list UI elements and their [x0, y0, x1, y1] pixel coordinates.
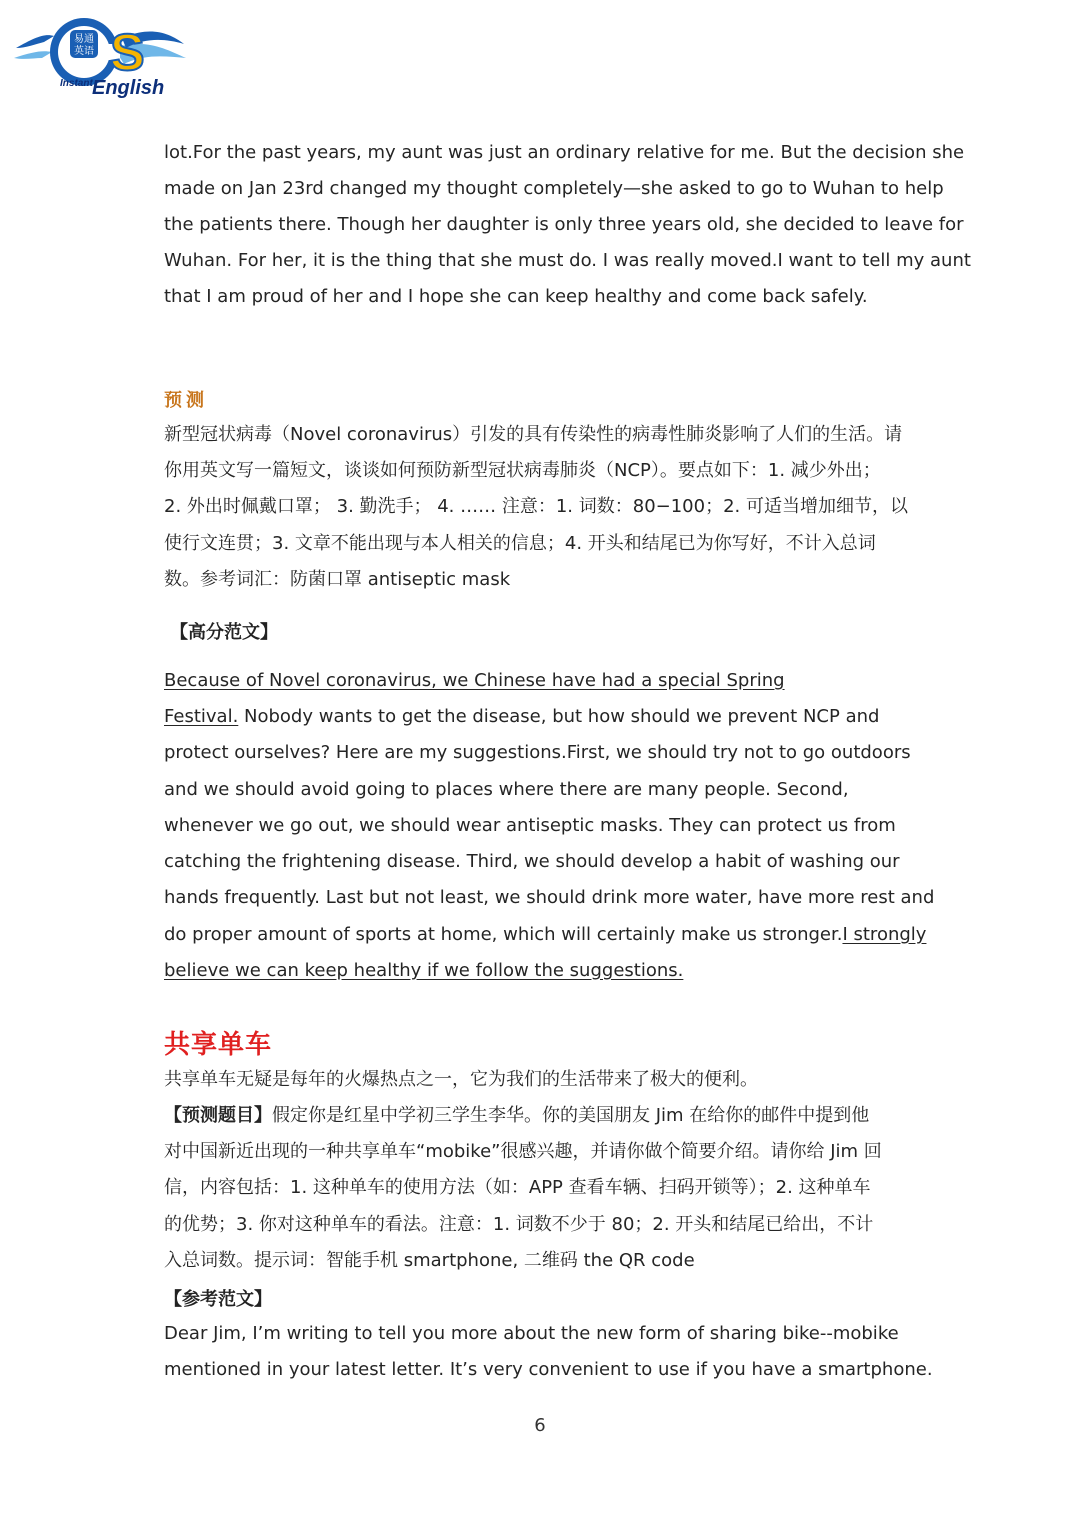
- essay-line: [164, 705, 879, 729]
- section-heading-predict: 预测: [164, 390, 208, 411]
- svg-text:易通: 易通: [74, 34, 94, 45]
- paragraph-line: Wuhan. For her, it is the thing that she must do. I was really moved.I want to tell my aunt: [164, 250, 971, 271]
- topic-line: 的优势；3. 你对这种单车的看法。注意：1. 词数不少于 80；2. 开头和结尾已给出，不计: [164, 1214, 874, 1235]
- essay-opening-underlined: Because of Novel coronavirus, we Chinese have had a special Spring: [164, 670, 785, 691]
- prompt-line: 新型冠状病毒（Novel coronavirus）引发的具有传染性的病毒性肺炎影响了人们的生活。请: [164, 424, 903, 445]
- letter-line: mentioned in your latest letter. It’s very convenient to use if you have a smartphone.: [164, 1359, 933, 1380]
- essay-line: [164, 923, 926, 947]
- prompt-line: 2. 外出时佩戴口罩； 3. 勤洗手； 4. …… 注意：1. 词数：80−100；2. 可适当增加细节，以: [164, 496, 908, 517]
- essay-closing-underlined: I strongly: [842, 924, 927, 945]
- essay-closing-underlined: believe we can keep healthy if we follow the suggestions.: [164, 960, 684, 981]
- essay-line: [164, 669, 785, 693]
- topic-line: 信，内容包括：1. 这种单车的使用方法（如：APP 查看车辆、扫码开锁等）；2. 这种单车: [164, 1177, 871, 1198]
- essay-line: and we should avoid going to places where there are many people. Second,: [164, 779, 849, 800]
- essay-line: catching the frightening disease. Third, we should develop a habit of washing our: [164, 851, 900, 872]
- topic-label: 【预测题目】: [164, 1105, 272, 1126]
- svg-text:English: English: [92, 77, 165, 99]
- topic-line: 入总词数。提示词：智能手机 smartphone, 二维码 the QR code: [164, 1250, 695, 1271]
- prompt-line: 你用英文写一篇短文，谈谈如何预防新型冠状病毒肺炎（NCP）。要点如下：1. 减少外出；: [164, 460, 881, 481]
- essay-line: [164, 959, 683, 983]
- essay-line: whenever we go out, we should wear antiseptic masks. They can protect us from: [164, 815, 896, 836]
- essay-line: hands frequently. Last but not least, we should drink more water, have more rest and: [164, 887, 935, 908]
- sample-essay-heading: 【高分范文】: [170, 622, 278, 643]
- section-heading-shared-bike: 共享单车: [164, 1030, 273, 1060]
- essay-opening-underlined: Festival.: [164, 706, 239, 727]
- svg-text:英语: 英语: [74, 46, 94, 57]
- paragraph-line: that I am proud of her and I hope she can keep healthy and come back safely.: [164, 286, 868, 307]
- paragraph-line: made on Jan 23rd changed my thought completely—she asked to go to Wuhan to help: [164, 178, 944, 199]
- logo-graphic: [14, 8, 189, 100]
- essay-line: protect ourselves? Here are my suggestions.First, we should try not to go outdoors: [164, 742, 911, 763]
- essay-text: do proper amount of sports at home, which will certainly make us stronger.: [164, 924, 843, 945]
- prompt-line: 数。参考词汇：防菌口罩 antiseptic mask: [164, 569, 511, 590]
- svg-text:Instant: Instant: [60, 78, 93, 89]
- page-number: 6: [534, 1415, 546, 1436]
- reference-essay-heading: 【参考范文】: [164, 1289, 272, 1310]
- topic-line: 【预测题目】假定你是红星中学初三学生李华。你的美国朋友 Jim 在给你的邮件中提到他: [164, 1105, 870, 1126]
- topic-line: 对中国新近出现的一种共享单车“mobike”很感兴趣，并请你做个简要介绍。请你给 Jim 回: [164, 1141, 882, 1162]
- essay-text: Nobody wants to get the disease, but how should we prevent NCP and: [238, 706, 880, 727]
- instant-english-logo: [14, 8, 189, 100]
- logo-s-letter: S: [110, 24, 145, 82]
- letter-line: Dear Jim, I’m writing to tell you more about the new form of sharing bike--mobike: [164, 1323, 899, 1344]
- paragraph-line: the patients there. Though her daughter is only three years old, she decided to leave for: [164, 214, 964, 235]
- bike-intro: 共享单车无疑是每年的火爆热点之一，它为我们的生活带来了极大的便利。: [164, 1069, 758, 1090]
- paragraph-line: lot.For the past years, my aunt was just an ordinary relative for me. But the decision she: [164, 142, 965, 163]
- prompt-line: 使行文连贯；3. 文章不能出现与本人相关的信息；4. 开头和结尾已为你写好，不计入总词: [164, 533, 876, 554]
